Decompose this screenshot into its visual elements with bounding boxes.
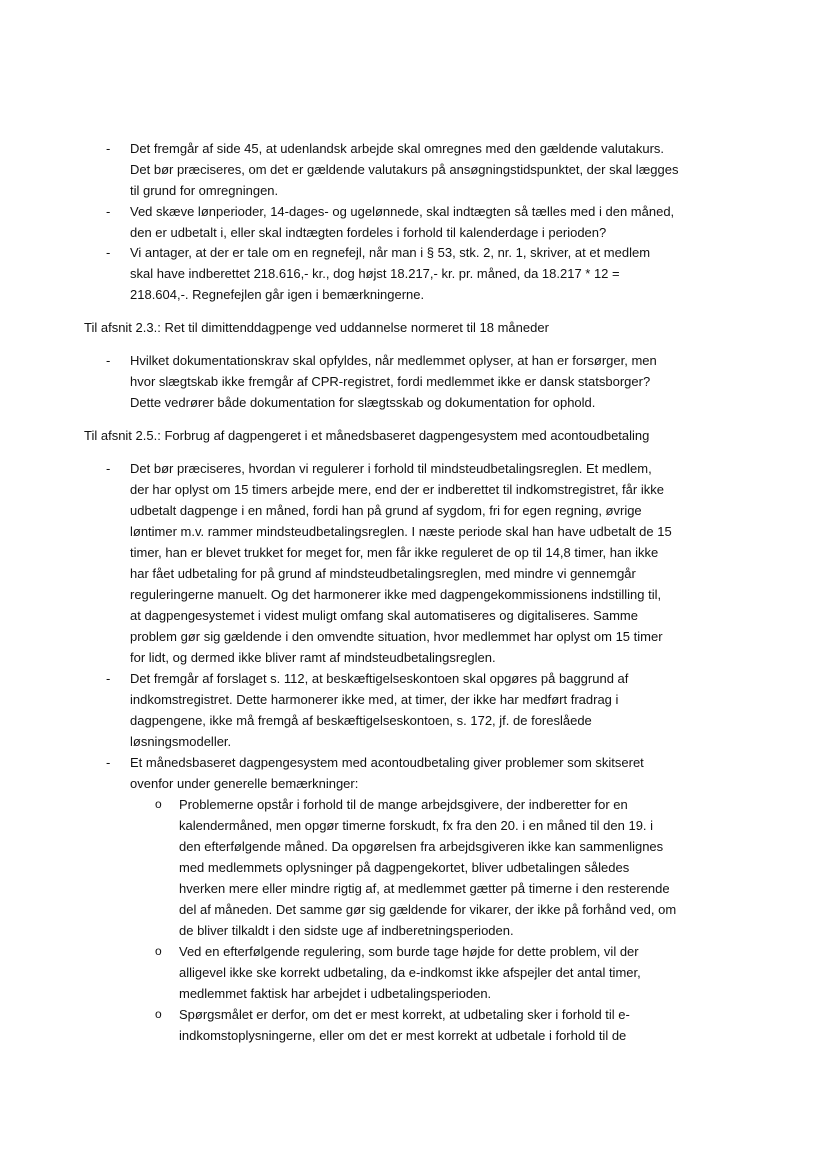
dash-marker: - bbox=[106, 755, 111, 770]
list-item bbox=[106, 242, 730, 305]
text-line: problem gør sig gældende i den omvendte situation, hvor medlemmet har oplyst om 15 timer bbox=[130, 629, 663, 644]
dash-marker: - bbox=[106, 353, 111, 368]
text-line: løntimer m.v. rammer mindsteudbetalingsreglen. I næste periode skal han have udbetalt de 15 bbox=[130, 524, 672, 539]
text-line: Det bør præciseres, om det er gældende valutakurs på ansøgningstidspunktet, der skal lægges bbox=[130, 162, 679, 177]
text-line: hverken mere eller mindre rigtig af, at medlemmet gætter på timerne i den resterende bbox=[179, 881, 670, 896]
text-line: Dette vedrører både dokumentation for slægtsskab og dokumentation for ophold. bbox=[130, 395, 596, 410]
text-line: skal have indberettet 218.616,- kr., dog højst 18.217,- kr. pr. måned, da 18.217 * 12 = bbox=[130, 266, 620, 281]
text-line: for lidt, og dermed ikke bliver ramt af mindsteudbetalingsreglen. bbox=[130, 650, 496, 665]
text-line: Et månedsbaseret dagpengesystem med acontoudbetaling giver problemer som skitseret bbox=[130, 755, 644, 770]
dash-marker: - bbox=[106, 204, 111, 219]
text-line: Det bør præciseres, hvordan vi regulerer i forhold til mindsteudbetalingsreglen. Et medlem, bbox=[130, 461, 652, 476]
dash-marker: - bbox=[106, 141, 111, 156]
sub-list-item bbox=[155, 1004, 719, 1046]
text-line: de bliver tilkaldt i den sidste uge af indberetningsperioden. bbox=[179, 923, 514, 938]
text-line: Det fremgår af side 45, at udenlandsk arbejde skal omregnes med den gældende valutakurs. bbox=[130, 141, 665, 156]
list-item bbox=[106, 458, 730, 668]
text-line: den efterfølgende måned. Da opgørelsen fra arbejdsgiveren ikke kan sammenlignes bbox=[179, 839, 664, 854]
text-line: Problemerne opstår i forhold til de mange arbejdsgivere, der indberetter for en bbox=[179, 797, 628, 812]
list-item bbox=[106, 668, 730, 752]
text-line: løsningsmodeller. bbox=[130, 734, 232, 749]
text-line: timer, han er blevet trukket for meget for, men får ikke reguleret de op til 14,8 timer, han ikke bbox=[130, 545, 659, 560]
text-line: udbetalt dagpenge i en måned, fordi han på grund af sygdom, fri for egen regning, øvrige bbox=[130, 503, 642, 518]
circle-marker: o bbox=[155, 1007, 162, 1021]
text-line: dagpengene, ikke må fremgå af beskæftigelseskontoen, s. 172, jf. de foreslåede bbox=[130, 713, 592, 728]
text-line: alligevel ikke ske korrekt udbetaling, da e-indkomst ikke afspejler det antal timer, bbox=[179, 965, 641, 980]
text-line: Hvilket dokumentationskrav skal opfyldes, når medlemmet oplyser, at han er forsørger, men bbox=[130, 353, 657, 368]
text-line: kalendermåned, men opgør timerne forskudt, fx fra den 20. i en måned til den 19. i bbox=[179, 818, 654, 833]
sub-list-item bbox=[155, 794, 719, 941]
dash-marker: - bbox=[106, 461, 111, 476]
text-line: at dagpengesystemet i videst muligt omfang skal automatiseres og digitaliseres. Samme bbox=[130, 608, 638, 623]
section-heading: Til afsnit 2.5.: Forbrug af dagpengeret i et månedsbaseret dagpengesystem med acontoudbetaling bbox=[84, 428, 650, 443]
text-line: ovenfor under generelle bemærkninger: bbox=[130, 776, 359, 791]
list-item bbox=[106, 350, 730, 413]
section-heading: Til afsnit 2.3.: Ret til dimittenddagpenge ved uddannelse normeret til 18 måneder bbox=[84, 320, 549, 335]
sub-list-item bbox=[155, 941, 719, 1004]
text-line: indkomstregistret. Dette harmonerer ikke med, at timer, der ikke har medført fradrag i bbox=[130, 692, 619, 707]
text-line: Spørgsmålet er derfor, om det er mest korrekt, at udbetaling sker i forhold til e- bbox=[179, 1007, 630, 1022]
text-line: har fået udbetaling for på grund af mindsteudbetalingsreglen, med mindre vi gennemgår bbox=[130, 566, 636, 581]
text-line: del af måneden. Det samme gør sig gældende for vikarer, der ikke på forhånd ved, om bbox=[179, 902, 677, 917]
text-line: indkomstoplysningerne, eller om det er mest korrekt at udbetale i forhold til de bbox=[179, 1028, 627, 1043]
text-line: medlemmet faktisk har arbejdet i udbetalingsperioden. bbox=[179, 986, 492, 1001]
text-line: den er udbetalt i, eller skal indtægten fordeles i forhold til kalenderdage i perioden? bbox=[130, 225, 607, 240]
list-item bbox=[106, 752, 730, 794]
text-line: reguleringerne manuelt. Og det harmonerer ikke med dagpengekommissionens indstilling til, bbox=[130, 587, 662, 602]
text-line: Ved en efterfølgende regulering, som burde tage højde for dette problem, vil der bbox=[179, 944, 639, 959]
dash-marker: - bbox=[106, 671, 111, 686]
circle-marker: o bbox=[155, 797, 162, 811]
text-line: hvor slægtskab ikke fremgår af CPR-registret, fordi medlemmet ikke er dansk statsborger? bbox=[130, 374, 651, 389]
text-line: til grund for omregningen. bbox=[130, 183, 279, 198]
text-line: Vi antager, at der er tale om en regnefejl, når man i § 53, stk. 2, nr. 1, skriver, at et medlem bbox=[130, 245, 651, 260]
text-line: Ved skæve lønperioder, 14-dages- og ugelønnede, skal indtægten så tælles med i den måned, bbox=[130, 204, 675, 219]
text-line: med medlemmets oplysninger på dagpengekortet, bliver udbetalingen således bbox=[179, 860, 630, 875]
text-line: Det fremgår af forslaget s. 112, at beskæftigelseskontoen skal opgøres på baggrund af bbox=[130, 671, 629, 686]
circle-marker: o bbox=[155, 944, 162, 958]
dash-marker: - bbox=[106, 245, 111, 260]
list-item bbox=[106, 201, 730, 243]
list-item bbox=[106, 138, 730, 201]
text-line: der har oplyst om 15 timers arbejde mere, end der er indberettet til indkomstregistret, får ikke bbox=[130, 482, 664, 497]
text-line: 218.604,-. Regnefejlen går igen i bemærkningerne. bbox=[130, 287, 425, 302]
